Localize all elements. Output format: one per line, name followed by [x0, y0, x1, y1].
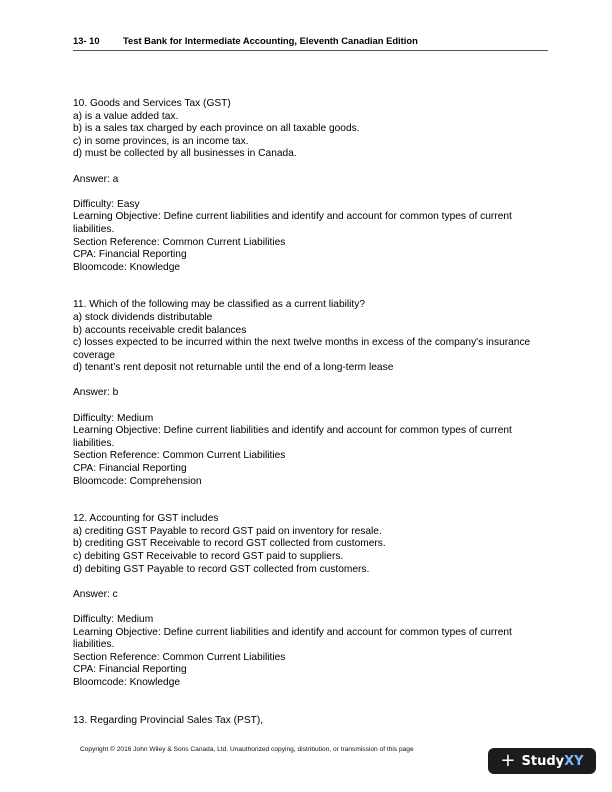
difficulty: Difficulty: Medium — [73, 412, 154, 424]
question-stem: 13. Regarding Provincial Sales Tax (PST), — [73, 714, 264, 726]
book-title: Test Bank for Intermediate Accounting, Eleventh Canadian Edition — [123, 35, 418, 46]
learning-objective: Learning Objective: Define current liabilities and identify and account for common types of current liabilities. — [73, 211, 512, 235]
answer-option: d) debiting GST Payable to record GST collected from customers. — [73, 563, 370, 575]
difficulty: Difficulty: Easy — [73, 198, 140, 210]
question-block — [73, 299, 543, 488]
answer-key: Answer: c — [73, 588, 118, 600]
answer-option: b) accounts receivable credit balances — [73, 324, 247, 336]
plus-icon: + — [500, 750, 516, 771]
cpa-competency: CPA: Financial Reporting — [73, 463, 187, 475]
section-reference: Section Reference: Common Current Liabilities — [73, 450, 286, 462]
page-number: 13- 10 — [73, 35, 100, 46]
answer-option: a) is a value added tax. — [73, 110, 179, 122]
answer-option: b) crediting GST Receivable to record GST collected from customers. — [73, 538, 386, 550]
answer-option: a) crediting GST Payable to record GST paid on inventory for resale. — [73, 525, 382, 537]
answer-option: d) must be collected by all businesses in Canada. — [73, 148, 297, 160]
question-stem: 11. Which of the following may be classified as a current liability? — [73, 299, 365, 311]
cpa-competency: CPA: Financial Reporting — [73, 664, 187, 676]
studyxy-badge[interactable] — [488, 748, 596, 774]
brand-main-text: Study — [521, 753, 565, 769]
answer-option: a) stock dividends distributable — [73, 311, 213, 323]
bloomcode: Bloomcode: Knowledge — [73, 261, 181, 273]
question-stem: 10. Goods and Services Tax (GST) — [73, 98, 231, 109]
section-reference: Section Reference: Common Current Liabilities — [73, 236, 286, 248]
question-stem: 12. Accounting for GST includes — [73, 513, 219, 525]
answer-key: Answer: a — [73, 173, 119, 185]
answer-option: c) in some provinces, is an income tax. — [73, 135, 249, 147]
bloomcode: Bloomcode: Knowledge — [73, 676, 181, 688]
answer-option: d) tenant’s rent deposit not returnable until the end of a long-term lease — [73, 362, 394, 374]
copyright-footer: Copyright © 2016 John Wiley & Sons Canada, Ltd. Unauthorized copying, distribution, or transmission of this page — [80, 746, 414, 753]
bloomcode: Bloomcode: Comprehension — [73, 475, 202, 487]
answer-option: c) losses expected to be incurred within the next twelve months in excess of the company's insurance coverage — [73, 337, 531, 361]
learning-objective: Learning Objective: Define current liabilities and identify and account for common types of current liabilities. — [73, 425, 512, 449]
section-reference: Section Reference: Common Current Liabilities — [73, 651, 286, 663]
answer-option: b) is a sales tax charged by each province on all taxable goods. — [73, 123, 360, 135]
learning-objective: Learning Objective: Define current liabilities and identify and account for common types of current liabilities. — [73, 626, 512, 651]
answer-option: c) debiting GST Receivable to record GST paid to suppliers. — [73, 551, 344, 562]
question-block — [73, 513, 543, 689]
cpa-competency: CPA: Financial Reporting — [73, 249, 187, 261]
question-list — [73, 98, 543, 727]
answer-key: Answer: b — [73, 387, 119, 399]
question-block — [73, 98, 543, 274]
difficulty: Difficulty: Medium — [73, 613, 154, 625]
page-header — [73, 35, 548, 51]
brand-accent-text: XY — [564, 753, 584, 769]
